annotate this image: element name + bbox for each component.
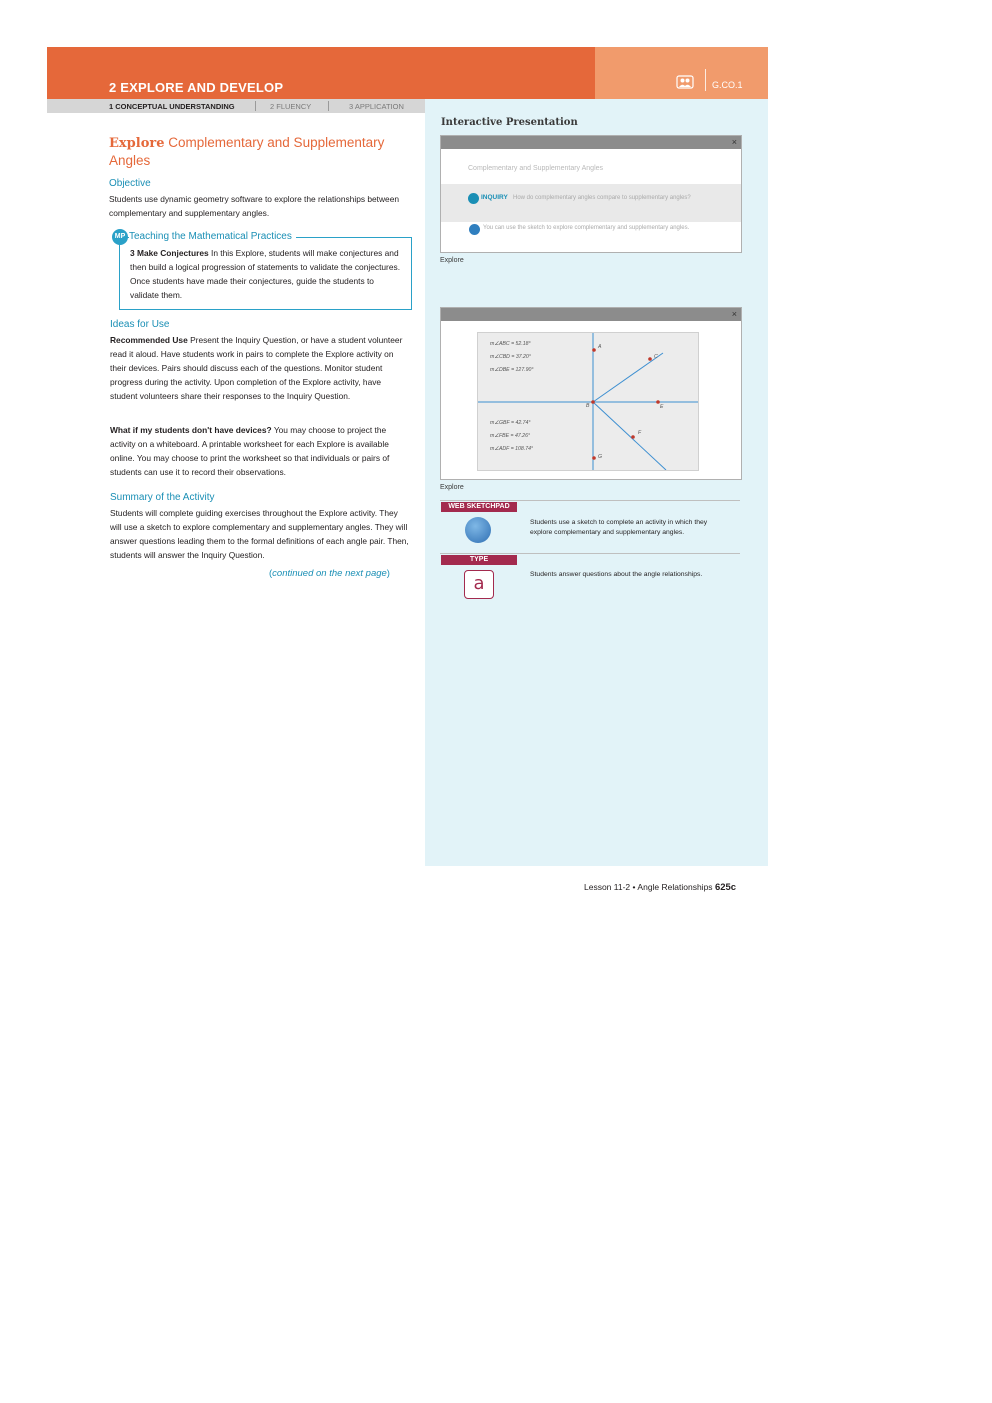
divider [440, 500, 740, 501]
standard-code: G.CO.1 [712, 80, 743, 90]
tab-fluency[interactable]: 2 FLUENCY [270, 102, 312, 111]
point-label: G [598, 454, 603, 460]
summary-text: Students will complete guiding exercises throughout the Explore activity. They will use a sketch to explore complementary and supplementary angles. They will answer questions leading them to the formal definitions of each angle pair. Then, students will answer the Inquiry Question. [110, 508, 409, 560]
point-c[interactable] [648, 357, 652, 361]
point-label: E [660, 404, 664, 410]
point-label: C [654, 354, 658, 360]
ray-bc [593, 353, 663, 402]
screen-caption: Explore [440, 257, 464, 264]
tab-application[interactable]: 3 APPLICATION [349, 102, 404, 111]
angle-measure: m∠DBE = 127.90° [490, 367, 534, 373]
summary-heading: Summary of the Activity [110, 492, 215, 503]
screen-caption: Explore [440, 484, 464, 491]
no-devices-text: You may choose to project the activity on a whiteboard. A printable worksheet for each Explore is available online. You may choose to print the worksheet so that individuals or pairs of students can use it to record their observations. [110, 425, 390, 477]
close-icon[interactable]: × [731, 309, 737, 319]
sketchpad-icon [465, 517, 491, 543]
screen-lesson-title: Complementary and Supplementary Angles [468, 165, 604, 172]
group-icon [676, 75, 694, 89]
inquiry-row [441, 184, 741, 222]
sketch-instruction: You can use the sketch to explore complementary and supplementary angles. [483, 225, 690, 231]
footer-bullet: • [632, 882, 636, 892]
angle-measure: m∠FBE = 47.26° [490, 433, 531, 439]
inquiry-icon [468, 193, 479, 204]
recommended-use-lead: Recommended Use [110, 335, 188, 345]
recommended-use-text: Present the Inquiry Question, or have a student volunteer read it aloud. Have students work in pairs to complete the Explore activity on their devices. Pairs should discuss each of the questions. Monitor student progress during the activity. Upon completion of the Explore activity, have student volunteers share their responses to the Inquiry Question. [110, 335, 403, 401]
inquiry-label: INQUIRY [481, 194, 508, 201]
explore-title-bold: Explore [109, 136, 165, 151]
point-f[interactable] [631, 435, 635, 439]
mp-heading: Teaching the Mathematical Practices [129, 231, 296, 242]
point-label: F [638, 430, 642, 436]
page-footer [584, 882, 736, 893]
screen-title-bar [441, 308, 741, 321]
tab-separator [328, 101, 329, 111]
angle-measure: m∠ABC = 52.18° [490, 341, 531, 347]
continued-text: continued on the next page [272, 568, 387, 579]
angle-measure: m∠GBF = 42.74° [490, 420, 531, 426]
continued-note[interactable] [269, 568, 390, 579]
footer-title: Angle Relationships [637, 882, 713, 892]
mp-paragraph [130, 246, 402, 302]
close-icon[interactable]: × [731, 137, 737, 147]
angle-measure: m∠CBD = 37.20° [490, 354, 531, 360]
point-g[interactable] [592, 456, 596, 460]
no-devices-lead: What if my students don't have devices? [110, 425, 272, 435]
angle-measure: m∠ADF = 108.74° [490, 446, 534, 452]
sketchpad-description: Students use a sketch to complete an activity in which they explore complementary and supplementary angles. [530, 519, 708, 536]
point-a[interactable] [592, 348, 596, 352]
point-b[interactable] [591, 400, 595, 404]
geometry-sketch[interactable] [477, 332, 699, 471]
explore-title-rest: Complementary and Supplementary Angles [109, 135, 385, 168]
explore-title [109, 134, 399, 169]
screen-title-bar [441, 136, 741, 149]
point-label: B [586, 403, 590, 409]
no-devices-paragraph [110, 423, 410, 479]
type-description: Students answer questions about the angle relationships. [530, 571, 703, 578]
continued-close-paren: ) [386, 568, 390, 579]
page-number: 625c [714, 882, 737, 893]
tab-conceptual-understanding[interactable]: 1 CONCEPTUAL UNDERSTANDING [109, 102, 235, 111]
objective-heading: Objective [109, 178, 151, 189]
tab-separator [255, 101, 256, 111]
ideas-heading: Ideas for Use [110, 319, 170, 330]
inquiry-question: How do complementary angles compare to supplementary angles? [513, 195, 691, 201]
screen-inquiry[interactable] [440, 135, 742, 253]
sketch-icon [469, 224, 480, 235]
type-icon: a [464, 570, 494, 599]
divider [440, 553, 740, 554]
screen-sketch[interactable] [440, 307, 742, 480]
type-tag: TYPE [441, 555, 517, 565]
mp-badge: MP [112, 229, 128, 245]
point-label: A [598, 344, 602, 350]
standards-header [595, 47, 768, 99]
mp-lead: 3 Make Conjectures [130, 248, 209, 258]
objective-text: Students use dynamic geometry software to explore the relationships between complementary and supplementary angles. [109, 194, 400, 218]
web-sketchpad-tag: WEB SKETCHPAD [441, 502, 517, 512]
continued-open-paren: ( [269, 568, 273, 579]
ray-bf [593, 402, 666, 470]
section-title: 2 EXPLORE AND DEVELOP [109, 80, 284, 95]
recommended-use-paragraph [110, 333, 410, 403]
header-divider [705, 69, 706, 91]
footer-lesson: Lesson 11-2 [584, 882, 631, 892]
interactive-presentation-heading: Interactive Presentation [441, 117, 578, 128]
mp-text: In this Explore, students will make conjectures and then build a logical progression of statements to validate the conjectures. Once students have made their conjectures, guide the students to validate them. [130, 248, 401, 300]
